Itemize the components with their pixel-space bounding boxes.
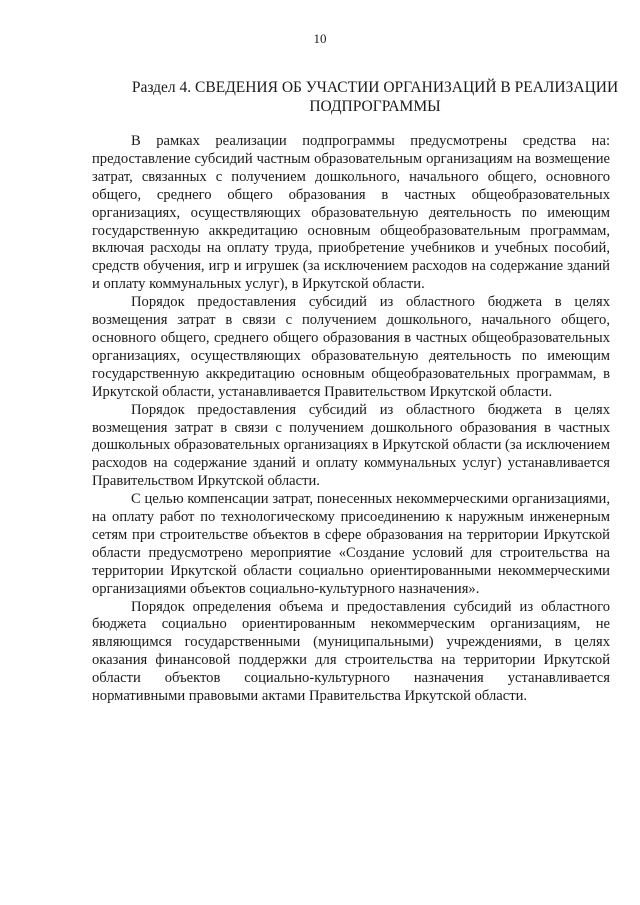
section-title-line-1: Раздел 4. СВЕДЕНИЯ ОБ УЧАСТИИ ОРГАНИЗАЦИЙ В РЕАЛИЗАЦИИ	[131, 79, 619, 96]
body-text	[92, 133, 610, 706]
paragraph-preschool-subsidy-procedure: Порядок предоставления субсидий из областного бюджета в целях возмещения затрат в связи с получением дошкольного образования в частных дошкольных образовательных организациях в Иркутской области (за исключением расходов на содержание зданий и оплату коммунальных услуг) устанавливается Правительством Иркутской области.	[92, 401, 610, 490]
paragraph-nonprofit-subsidy-procedure: Порядок определения объема и предоставления субсидий из областного бюджета социально ориентированным некоммерческим организациям, не являющимся государственными (муниципальными) учреждениями, в целях оказания финансовой поддержки для строительства на территории Иркутской области объектов социально-культурного назначения устанавливается нормативными правовыми актами Правительства Иркутской области.	[92, 598, 610, 705]
section-title-line-2: ПОДПРОГРАММЫ	[309, 98, 441, 115]
paragraph-general-education-subsidy-procedure: Порядок предоставления субсидий из областного бюджета в целях возмещения затрат в связи с получением дошкольного, начального общего, основного общего, среднего общего образования в частных общеобразовательных организациях, осуществляющих образовательную деятельность по имеющим государственную аккредитацию основным общеобразовательных программам, в Иркутской области, устанавливается Правительством Иркутской области.	[92, 294, 610, 400]
page-number: 10	[313, 31, 327, 46]
section-title	[110, 78, 640, 116]
paragraph-compensation-measure: С целью компенсации затрат, понесенных некоммерческими организациями, на оплату работ по технологическому присоединению к наружным инженерным сетям при строительстве объектов в сфере образования на территории Иркутской области предусмотрено мероприятие «Создание условий для строительства на территории Иркутской области социально ориентированными некоммерческими организациями объектов социально-культурного назначения».	[92, 491, 610, 597]
paragraph-funding-overview: В рамках реализации подпрограммы предусмотрены средства на: предоставление субсидий частным образовательным организациям на возмещение затрат, связанных с получением дошкольного, начального общего, основного общего, среднего общего образования в частных общеобразовательных организациях, осуществляющих образовательную деятельность по имеющим государственную аккредитацию основным общеобразовательным программам, включая расходы на оплату труда, приобретение учебников и учебных пособий, средств обучения, игр и игрушек (за исключением расходов на содержание зданий и оплату коммунальных услуг), в Иркутской области.	[92, 133, 610, 293]
